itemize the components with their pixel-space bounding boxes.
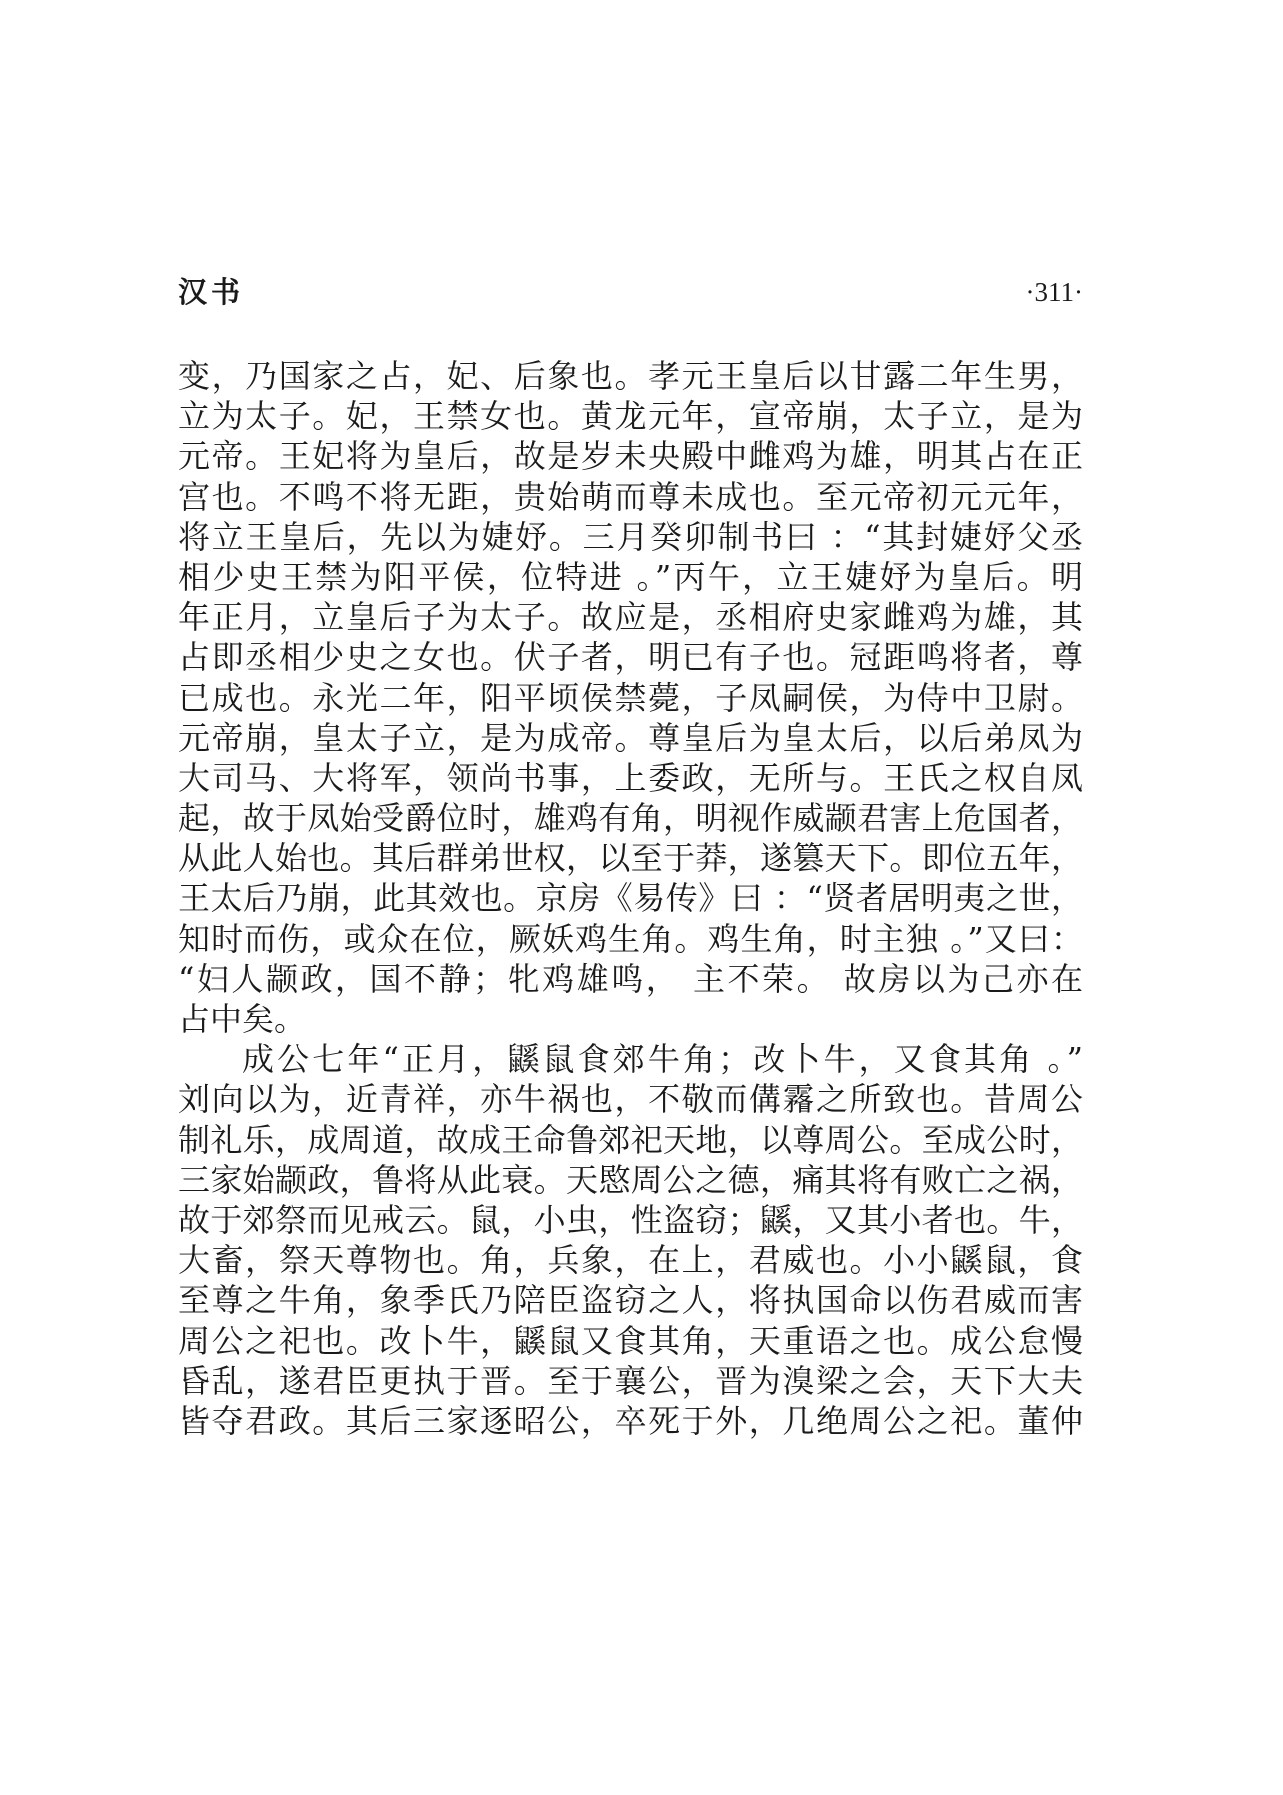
text-line: 年正月，立皇后子为太子。故应是，丞相府史家雌鸡为雄，其 [178,598,1083,637]
text-line: 制礼乐，成周道，故成王命鲁郊祀天地，以尊周公。至成公时， [178,1120,1083,1159]
running-header [178,272,1083,312]
text-line: 宫也。不鸣不将无距，贵始萌而尊未成也。至元帝初元元年， [178,477,1083,516]
book-title: 汉书 [178,275,245,309]
text-line: 占中矣。 [178,1000,307,1038]
text-line: “妇人颛政，国不静；牝鸡雄鸣， 主不荣。 故房以为己亦在 [178,959,1083,998]
text-line: 占即丞相少史之女也。伏子者，明已有子也。冠距鸣将者，尊 [178,638,1083,677]
text-line: 立为太子。妃，王禁女也。黄龙元年，宣帝崩，太子立，是为 [178,397,1083,436]
paragraph-1 [178,356,1083,1039]
text-line: 元帝。王妃将为皇后，故是岁未央殿中雌鸡为雄，明其占在正 [178,437,1083,476]
text-line: 从此人始也。其后群弟世权，以至于莽，遂篡天下。即位五年， [178,839,1083,878]
text-line: 知时而伤，或众在位，厥妖鸡生角。鸡生角，时主独 。”又曰： [178,919,1083,958]
text-line: 起，故于凤始受爵位时，雄鸡有角，明视作威颛君害上危国者， [178,799,1083,838]
paragraph-2 [178,1039,1083,1441]
text-line: 大畜，祭天尊物也。角，兵象，在上，君威也。小小鼷鼠，食 [178,1241,1083,1280]
text-line: 刘向以为，近青祥，亦牛祸也，不敬而傋霿之所致也。昔周公 [178,1080,1083,1119]
text-line: 已成也。永光二年，阳平顷侯禁薨，子凤嗣侯，为侍中卫尉。 [178,678,1083,717]
text-line: 成公七年“正月，鼷鼠食郊牛角；改卜牛，又食其角 。” [242,1040,1083,1079]
text-line: 将立王皇后，先以为婕妤。三月癸卯制书曰 ：“其封婕妤父丞 [178,517,1083,556]
text-line: 变，乃国家之占，妃、后象也。孝元王皇后以甘露二年生男， [178,357,1083,395]
text-line: 相少史王禁为阳平侯，位特进 。”丙午，立王婕妤为皇后。明 [178,557,1083,596]
text-line: 昏乱，遂君臣更执于晋。至于襄公，晋为溴梁之会，天下大夫 [178,1361,1083,1400]
text-line: 三家始颛政，鲁将从此衰。天愍周公之德，痛其将有败亡之祸， [178,1160,1083,1199]
text-line: 王太后乃崩，此其效也。京房《易传》曰 ：“贤者居明夷之世， [178,879,1083,918]
text-line: 皆夺君政。其后三家逐昭公，卒死于外，几绝周公之祀。董仲 [178,1401,1083,1440]
body-text [178,356,1083,1441]
text-line: 故于郊祭而见戒云。鼠，小虫，性盗窃；鼷，又其小者也。牛， [178,1200,1083,1239]
text-line: 周公之祀也。改卜牛，鼷鼠又食其角，天重语之也。成公怠慢 [178,1321,1083,1360]
text-line: 大司马、大将军，领尚书事，上委政，无所与。王氏之权自凤 [178,758,1083,797]
page-number: ·311· [1025,277,1083,307]
text-line: 元帝崩，皇太子立，是为成帝。尊皇后为皇太后，以后弟凤为 [178,718,1083,757]
text-line: 至尊之牛角，象季氏乃陪臣盗窃之人，将执国命以伤君威而害 [178,1281,1083,1320]
